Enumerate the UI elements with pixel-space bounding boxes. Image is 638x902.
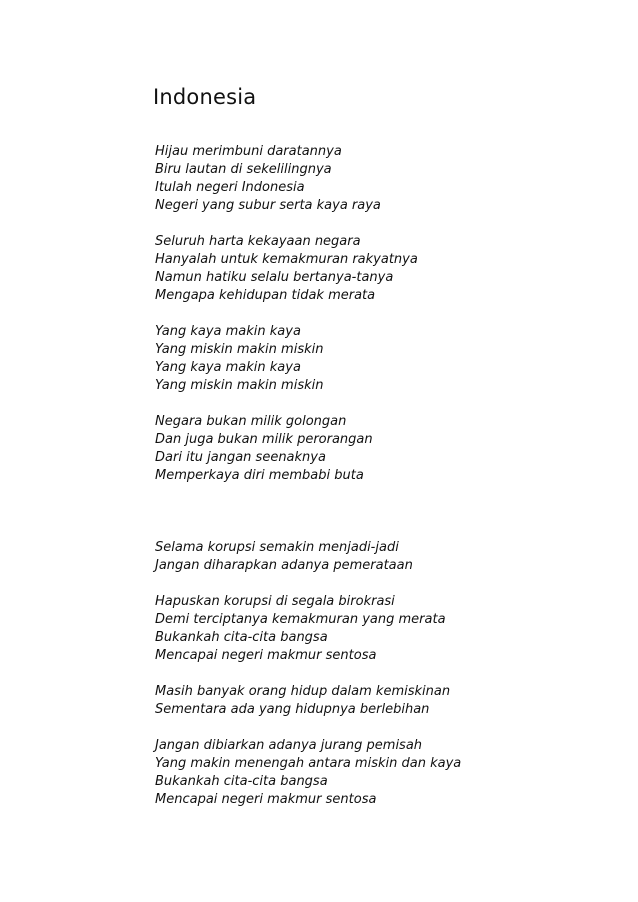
poem-line: Hapuskan korupsi di segala birokrasi xyxy=(155,594,395,609)
poem-line: Demi terciptanya kemakmuran yang merata xyxy=(155,612,446,627)
stanza-8 xyxy=(155,737,595,809)
poem-line: Dan juga bukan milik perorangan xyxy=(155,432,373,447)
poem-line: Hijau merimbuni daratannya xyxy=(155,144,342,159)
stanza-7 xyxy=(155,683,595,719)
poem-line: Yang miskin makin miskin xyxy=(155,342,324,357)
poem-title: Indonesia xyxy=(153,85,257,109)
poem-line: Bukankah cita-cita bangsa xyxy=(155,630,328,645)
stanza-1 xyxy=(155,143,595,215)
poem-line: Bukankah cita-cita bangsa xyxy=(155,774,328,789)
poem-line: Biru lautan di sekelilingnya xyxy=(155,162,332,177)
poem-line: Yang kaya makin kaya xyxy=(155,324,301,339)
poem-line: Yang makin menengah antara miskin dan kaya xyxy=(155,756,462,771)
poem-line: Selama korupsi semakin menjadi-jadi xyxy=(155,540,399,555)
poem-line: Negeri yang subur serta kaya raya xyxy=(155,198,381,213)
poem-line: Memperkaya diri membabi buta xyxy=(155,468,364,483)
poem-line: Sementara ada yang hidupnya berlebihan xyxy=(155,702,430,717)
stanza-6 xyxy=(155,593,595,665)
poem-line: Namun hatiku selalu bertanya-tanya xyxy=(155,270,394,285)
poem-line: Dari itu jangan seenaknya xyxy=(155,450,326,465)
stanza-2 xyxy=(155,233,595,305)
poem-line: Yang kaya makin kaya xyxy=(155,360,301,375)
poem-line: Masih banyak orang hidup dalam kemiskinan xyxy=(155,684,451,699)
poem-line: Mencapai negeri makmur sentosa xyxy=(155,648,377,663)
poem-line: Itulah negeri Indonesia xyxy=(155,180,305,195)
poem-line: Negara bukan milik golongan xyxy=(155,414,347,429)
stanza-4 xyxy=(155,413,595,485)
poem-line: Hanyalah untuk kemakmuran rakyatnya xyxy=(155,252,418,267)
poem-line: Jangan diharapkan adanya pemerataan xyxy=(155,558,413,573)
poem-line: Seluruh harta kekayaan negara xyxy=(155,234,361,249)
poem-line: Yang miskin makin miskin xyxy=(155,378,324,393)
poem-line: Mengapa kehidupan tidak merata xyxy=(155,288,376,303)
poem-line: Mencapai negeri makmur sentosa xyxy=(155,792,377,807)
stanza-3 xyxy=(155,323,595,395)
stanza-5 xyxy=(155,539,595,575)
poem-line: Jangan dibiarkan adanya jurang pemisah xyxy=(155,738,423,753)
poem-body xyxy=(155,143,595,809)
